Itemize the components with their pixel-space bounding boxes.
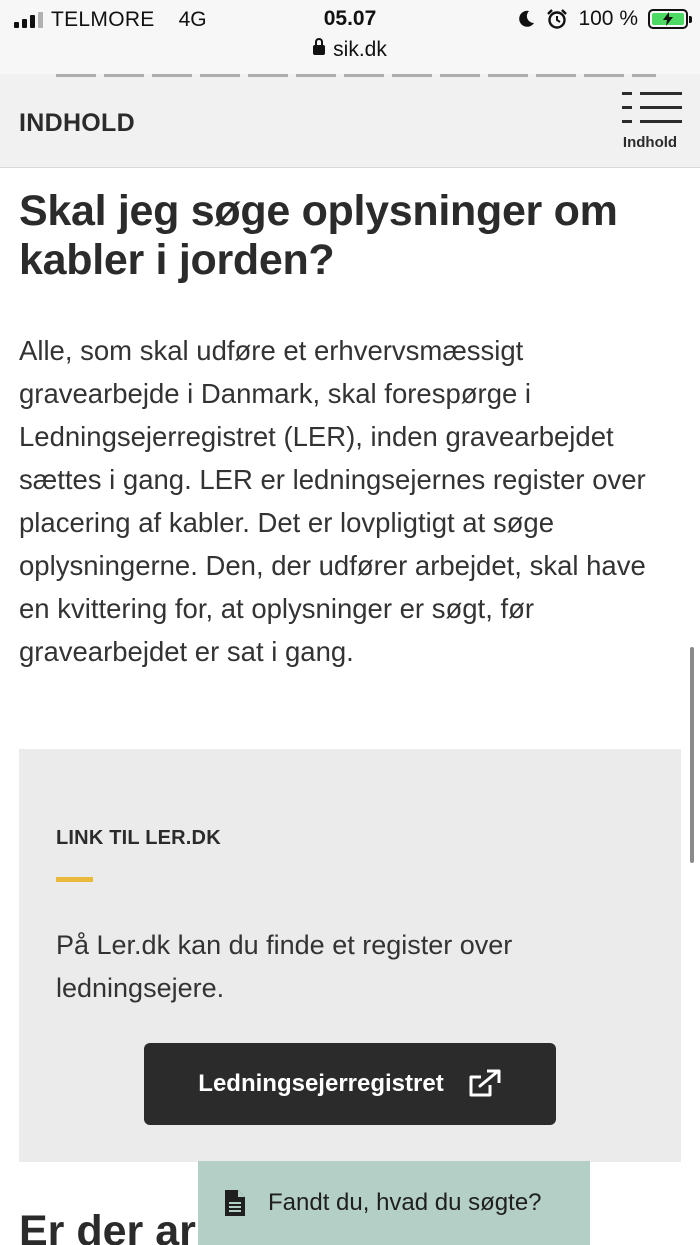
toc-menu-button[interactable] xyxy=(622,92,682,152)
section-heading: Skal jeg søge oplysninger om kabler i jorden? xyxy=(19,187,618,284)
link-box xyxy=(19,749,681,1162)
feedback-label: Fandt du, hvad du søgte? xyxy=(268,1189,542,1216)
network-type: 4G xyxy=(178,8,207,31)
section-paragraph: Alle, som skal udføre et erhvervsmæssigt gravearbejde i Danmark, skal forespørge i Ledningsejerregistret (LER), inden gravearbejdet sættes i gang. LER er ledningsejernes register over placering af kabler. Det er lovpligtigt at søge oplysningerne. Den, der udfører arbejdet, skal have en kvittering for, at oplysninger er søgt, før gravearbejdet er sat i gang. xyxy=(19,335,646,667)
url-text: sik.dk xyxy=(333,38,387,61)
toc-title: INDHOLD xyxy=(19,109,135,137)
status-bar xyxy=(0,0,700,74)
accent-divider xyxy=(56,877,93,882)
ler-external-link-button[interactable] xyxy=(144,1043,556,1125)
scrolled-content-edge xyxy=(56,74,656,77)
next-section-heading: Er der ar xyxy=(19,1207,196,1245)
moon-icon xyxy=(516,9,536,29)
feedback-button[interactable] xyxy=(198,1161,590,1245)
lock-icon xyxy=(313,45,325,55)
battery-icon xyxy=(648,9,688,29)
address-bar[interactable] xyxy=(0,38,700,62)
toc-button-label: Indhold xyxy=(622,134,678,151)
link-box-text: På Ler.dk kan du finde et register over ledningsejere. xyxy=(56,930,513,1003)
external-link-icon xyxy=(468,1069,502,1099)
alarm-icon xyxy=(546,8,568,30)
scroll-indicator xyxy=(690,647,694,863)
ler-button-label: Ledningsejerregistret xyxy=(198,1070,444,1097)
clock: 05.07 xyxy=(323,7,377,30)
carrier-name: TELMORE xyxy=(51,8,155,31)
battery-percent: 100 % xyxy=(578,7,638,30)
status-right xyxy=(516,7,688,31)
document-icon xyxy=(224,1189,246,1217)
menu-icon xyxy=(622,92,632,95)
link-box-label: LINK TIL LER.DK xyxy=(56,827,221,849)
charging-icon xyxy=(662,12,674,26)
content-nav-bar xyxy=(0,74,700,168)
